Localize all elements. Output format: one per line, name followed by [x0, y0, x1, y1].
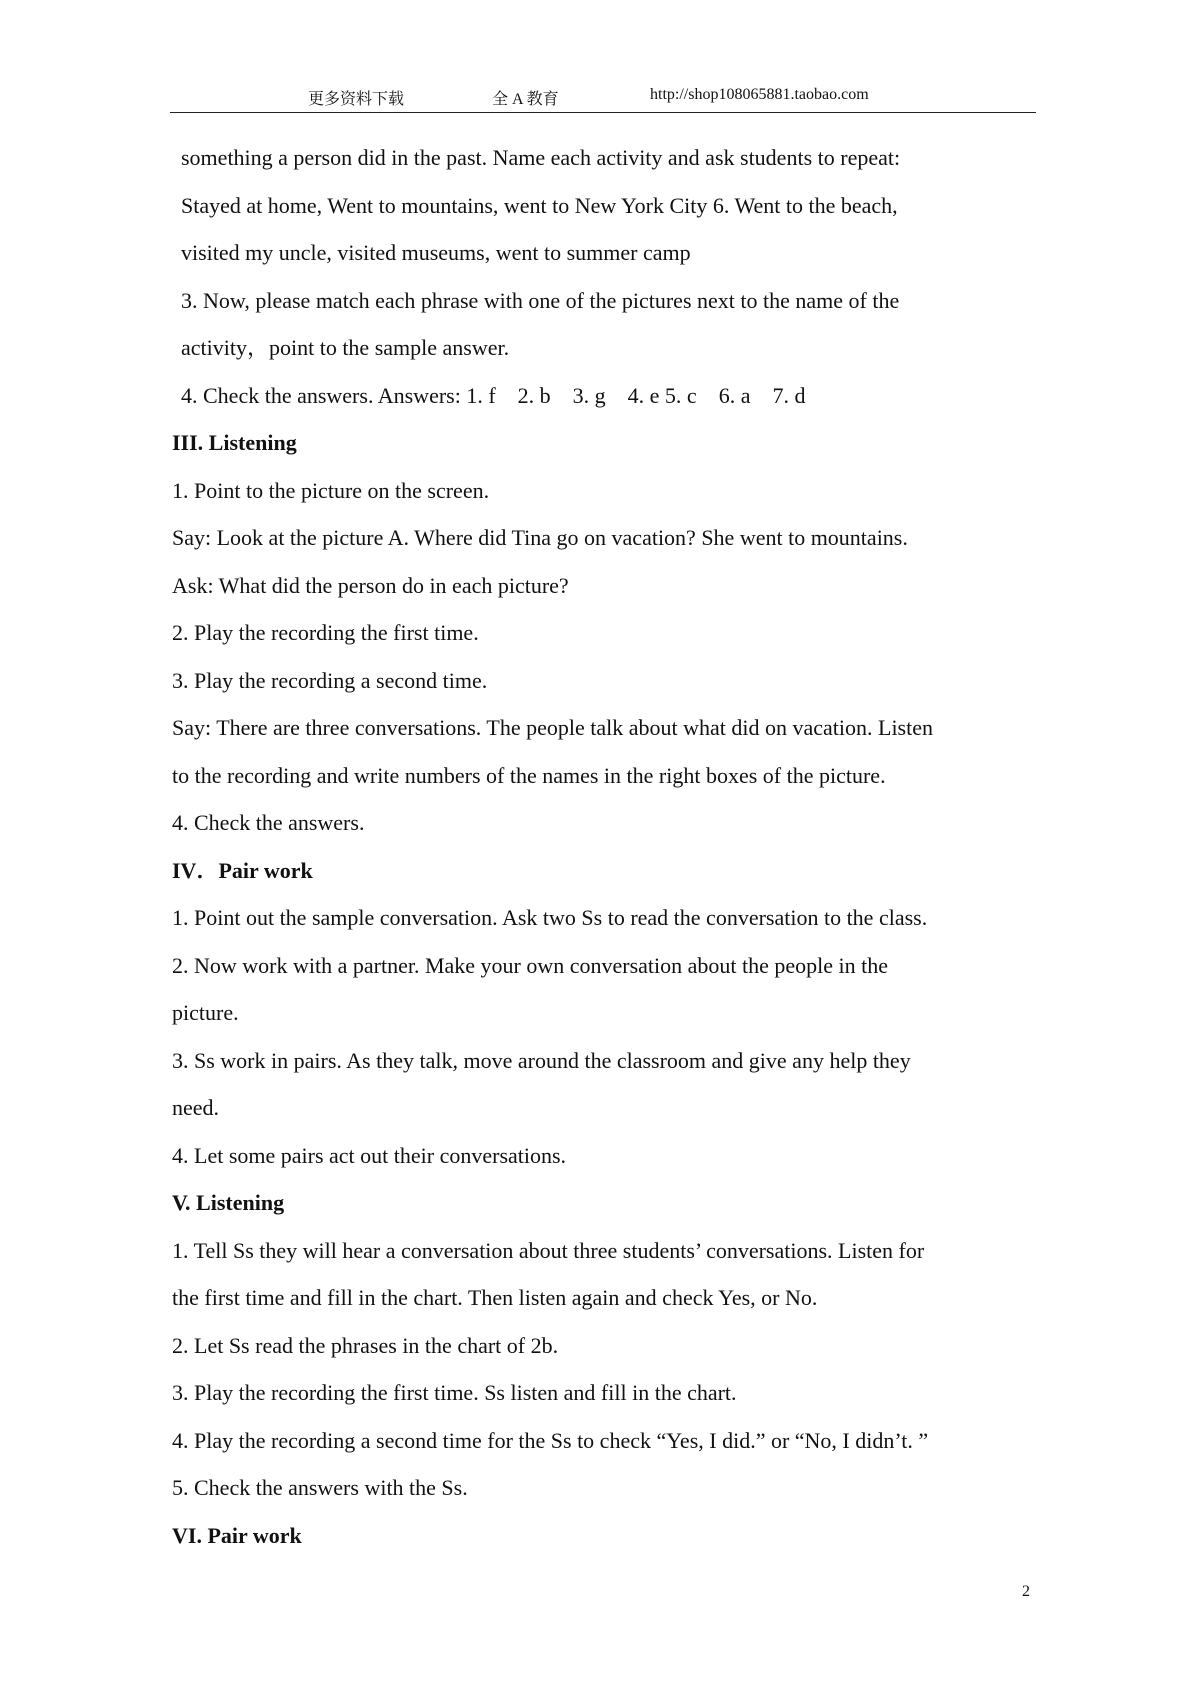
- section-heading-listening: III. Listening: [172, 430, 297, 455]
- section-heading-pair-work: IV．Pair work: [172, 858, 313, 883]
- text-line: 2. Let Ss read the phrases in the chart of 2b.: [172, 1333, 559, 1358]
- header-download-text: 更多资料下载: [308, 91, 405, 108]
- text-line: 1. Tell Ss they will hear a conversation about three students’ conversations. Listen for: [172, 1238, 925, 1263]
- text-line: to the recording and write numbers of the names in the right boxes of the picture.: [172, 763, 886, 788]
- section-heading-listening: V. Listening: [172, 1190, 285, 1215]
- text-line: 5. Check the answers with the Ss.: [172, 1475, 468, 1500]
- header-url-text: http://shop108065881.taobao.com: [650, 86, 869, 103]
- text-line: something a person did in the past. Name each activity and ask students to repeat:: [181, 145, 901, 170]
- text-line: Stayed at home, Went to mountains, went to New York City 6. Went to the beach,: [181, 193, 898, 218]
- text-line: 1. Point to the picture on the screen.: [172, 478, 490, 503]
- text-line: 4. Check the answers. Answers: 1. f 2. b 3. g 4. e 5. c 6. a 7. d: [181, 383, 806, 408]
- text-line: 3. Play the recording the first time. Ss listen and fill in the chart.: [172, 1380, 737, 1405]
- text-line: 2. Now work with a partner. Make your own conversation about the people in the: [172, 953, 889, 978]
- text-line: 2. Play the recording the first time.: [172, 620, 479, 645]
- text-line: 4. Play the recording a second time for the Ss to check “Yes, I did.” or “No, I didn’t. ”: [172, 1428, 929, 1453]
- text-line: need.: [172, 1095, 220, 1120]
- text-line: Say: There are three conversations. The people talk about what did on vacation. Listen: [172, 715, 933, 740]
- text-line: 1. Point out the sample conversation. Ask two Ss to read the conversation to the class.: [172, 905, 928, 930]
- text-line: 3. Ss work in pairs. As they talk, move around the classroom and give any help they: [172, 1048, 911, 1073]
- text-line: 4. Check the answers.: [172, 810, 365, 835]
- page-header: [170, 86, 1036, 113]
- text-line: visited my uncle, visited museums, went to summer camp: [181, 240, 691, 265]
- text-line: the first time and fill in the chart. Then listen again and check Yes, or No.: [172, 1285, 818, 1310]
- text-line: 4. Let some pairs act out their conversations.: [172, 1143, 567, 1168]
- page-number: 2: [1022, 1583, 1030, 1600]
- header-brand-text: 全 A 教育: [492, 91, 559, 108]
- section-heading-pair-work: VI. Pair work: [172, 1523, 302, 1548]
- text-line: Say: Look at the picture A. Where did Tina go on vacation? She went to mountains.: [172, 525, 908, 550]
- text-line: activity，point to the sample answer.: [181, 335, 510, 360]
- text-line: picture.: [172, 1000, 239, 1025]
- text-line: 3. Play the recording a second time.: [172, 668, 488, 693]
- text-line: 3. Now, please match each phrase with one of the pictures next to the name of the: [181, 288, 900, 313]
- text-line: Ask: What did the person do in each picture?: [172, 573, 569, 598]
